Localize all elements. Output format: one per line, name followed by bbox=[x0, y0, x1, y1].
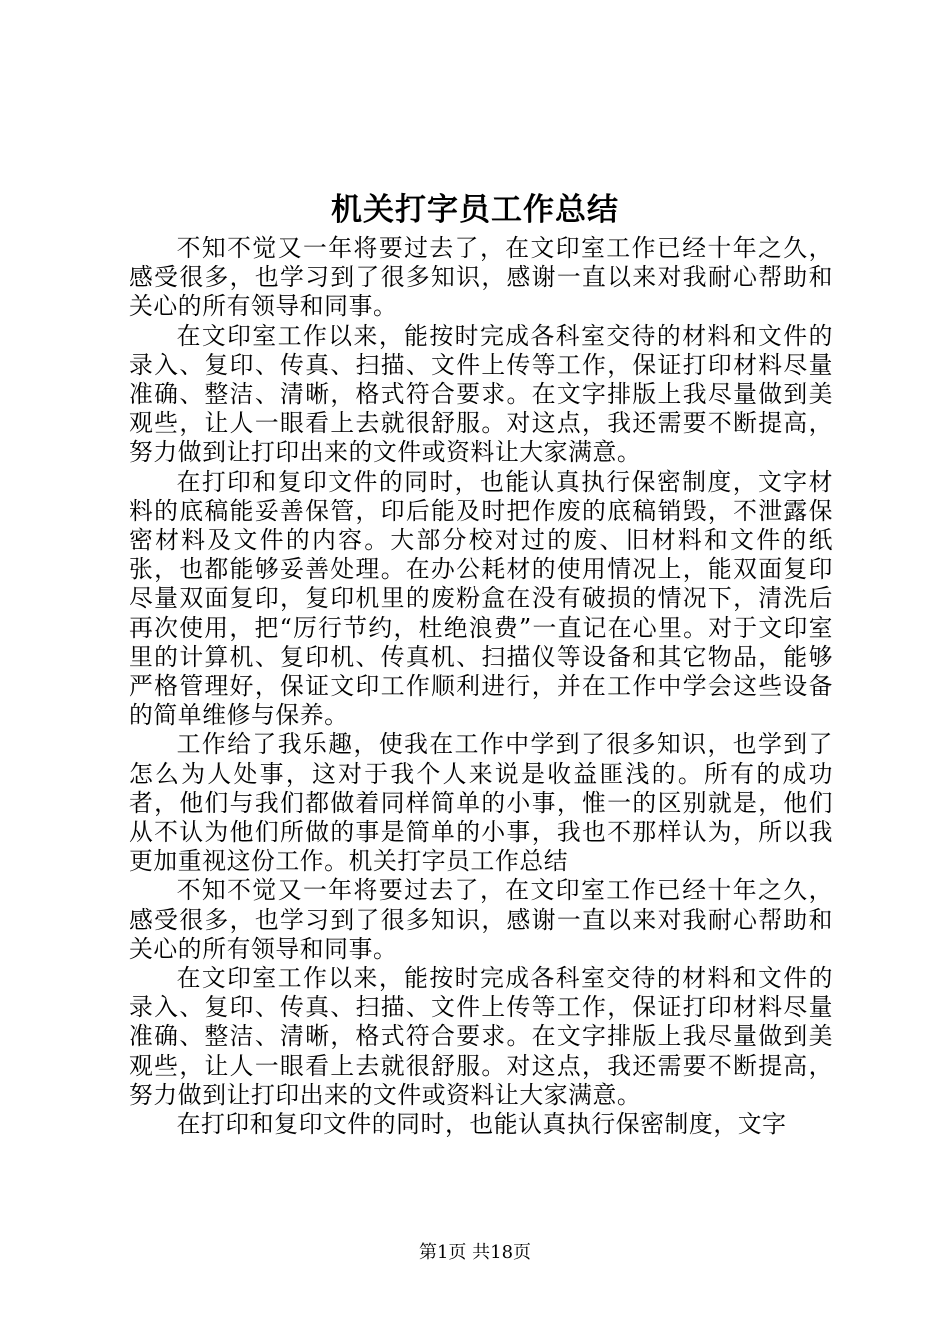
document-title: 机关打字员工作总结 bbox=[331, 192, 619, 228]
paragraph: 在打印和复印文件的同时，也能认真执行保密制度，文字 bbox=[176, 1110, 787, 1139]
paragraph: 不知不觉又一年将要过去了，在文印室工作已经十年之久，感受很多，也学习到了很多知识，感谢一直以来对我耐心帮助和关心的所有领导和同事。 bbox=[129, 876, 833, 963]
paragraph: 在文印室工作以来，能按时完成各科室交待的材料和文件的录入、复印、传真、扫描、文件上传等工作，保证打印材料尽量准确、整洁、清晰，格式符合要求。在文字排版上我尽量做到美观些，让人一眼看上去就很舒服。对这点，我还需要不断提高，努力做到让打印出来的文件或资料让大家满意。 bbox=[129, 964, 833, 1109]
paragraph: 工作给了我乐趣，使我在工作中学到了很多知识，也学到了怎么为人处事，这对于我个人来说是收益匪浅的。所有的成功者，他们与我们都做着同样简单的小事，惟一的区别就是，他们从不认为他们所做的事是简单的小事，我也不那样认为，所以我更加重视这份工作。机关打字员工作总结 bbox=[129, 730, 833, 876]
document-body bbox=[129, 234, 833, 1139]
page-number-footer: 第1页 共18页 bbox=[418, 1242, 532, 1263]
paragraph: 在文印室工作以来，能按时完成各科室交待的材料和文件的录入、复印、传真、扫描、文件上传等工作，保证打印材料尽量准确、整洁、清晰，格式符合要求。在文字排版上我尽量做到美观些，让人一眼看上去就很舒服。对这点，我还需要不断提高，努力做到让打印出来的文件或资料让大家满意。 bbox=[129, 321, 833, 467]
paragraph: 不知不觉又一年将要过去了，在文印室工作已经十年之久，感受很多，也学习到了很多知识，感谢一直以来对我耐心帮助和关心的所有领导和同事。 bbox=[129, 234, 833, 321]
paragraph: 在打印和复印文件的同时，也能认真执行保密制度，文字材料的底稿能妥善保管，印后能及时把作废的底稿销毁，不泄露保密材料及文件的内容。大部分校对过的废、旧材料和文件的纸张，也都能够妥善处理。在办公耗材的使用情况上，能双面复印尽量双面复印，复印机里的废粉盒在没有破损的情况下，清洗后再次使用，把“厉行节约，杜绝浪费”一直记在心里。对于文印室里的计算机、复印机、传真机、扫描仪等设备和其它物品，能够严格管理好，保证文印工作顺利进行，并在工作中学会这些设备的简单维修与保养。 bbox=[129, 467, 833, 730]
